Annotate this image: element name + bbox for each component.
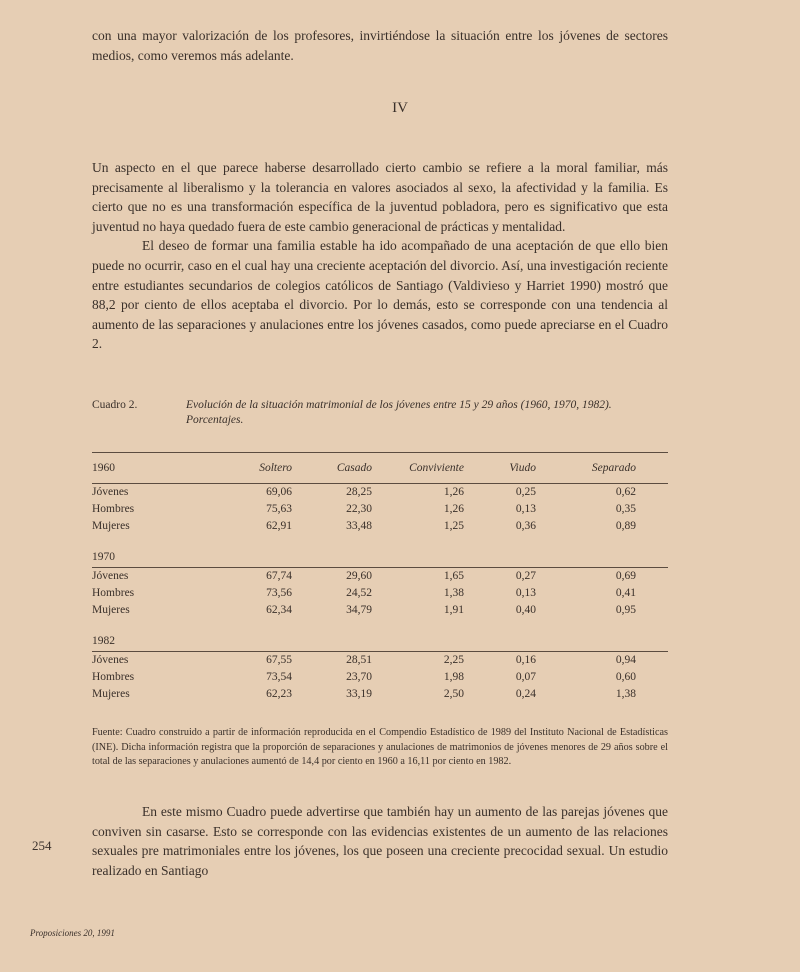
table-row	[92, 602, 668, 619]
row-label: Hombres	[92, 503, 135, 515]
table-cell: 0,13	[515, 503, 536, 515]
table-cell: 34,79	[346, 604, 372, 616]
table-group-1960	[92, 484, 668, 535]
table-cell: 28,51	[346, 654, 372, 666]
table-header-cell: Conviviente	[409, 462, 464, 474]
table-cell: 75,63	[266, 503, 292, 515]
table-cell: 1,38	[615, 688, 636, 700]
table-cell: 0,25	[515, 486, 536, 498]
table-cell: 23,70	[346, 671, 372, 683]
table-cell: 62,34	[266, 604, 292, 616]
table-cell: 2,50	[443, 688, 464, 700]
table-cell: 1,38	[443, 587, 464, 599]
table-row	[92, 652, 668, 669]
row-label: Mujeres	[92, 688, 130, 700]
table-cell: 62,91	[266, 520, 292, 532]
table-cell: 73,54	[266, 671, 292, 683]
row-label: Jóvenes	[92, 486, 129, 498]
row-label: Mujeres	[92, 604, 130, 616]
table-cell: 1,26	[443, 486, 464, 498]
table-cell: 0,62	[615, 486, 636, 498]
table-cell: 0,94	[615, 654, 636, 666]
table-header-cell: Casado	[336, 462, 372, 474]
table-cell: 0,95	[615, 604, 636, 616]
table-caption-title: Evolución de la situación matrimonial de los jóvenes entre 15 y 29 años (1960, 1970, 1982). Porcentajes.	[186, 399, 612, 426]
table-cell: 1,91	[443, 604, 464, 616]
table-cell: 0,36	[515, 520, 536, 532]
table-row	[92, 669, 668, 686]
row-label: Mujeres	[92, 520, 130, 532]
row-label: Jóvenes	[92, 570, 129, 582]
paragraph-continuation	[92, 26, 668, 65]
table-row	[92, 585, 668, 602]
table-row	[92, 568, 668, 585]
table-cell: 1,98	[443, 671, 464, 683]
table-header-cell: Separado	[591, 462, 636, 474]
row-label: Hombres	[92, 587, 135, 599]
table-cell: 0,07	[515, 671, 536, 683]
table-year-label: 1970	[92, 551, 115, 563]
table-cell: 0,24	[515, 688, 536, 700]
section-body	[92, 158, 668, 354]
table-row	[92, 518, 668, 535]
table-cell: 67,74	[266, 570, 292, 582]
table-group-1970	[92, 547, 668, 619]
table-group-1982	[92, 631, 668, 703]
table-cell: 33,19	[346, 688, 372, 700]
table-cell: 0,89	[615, 520, 636, 532]
table-cell: 0,40	[515, 604, 536, 616]
table-header-cell: Viudo	[509, 462, 536, 474]
table-row	[92, 484, 668, 501]
table-cell: 0,13	[515, 587, 536, 599]
row-label: Jóvenes	[92, 654, 129, 666]
table-caption-label: Cuadro 2.	[92, 399, 138, 411]
table-cell: 1,26	[443, 503, 464, 515]
table-cell: 1,25	[443, 520, 464, 532]
table-cell: 0,35	[615, 503, 636, 515]
marital-status-table	[92, 452, 668, 703]
table-cell: 29,60	[346, 570, 372, 582]
journal-footer: Proposiciones 20, 1991	[30, 928, 115, 938]
table-cell: 22,30	[346, 503, 372, 515]
table-header-row	[92, 453, 668, 483]
paragraph-text: con una mayor valorización de los profesores, invirtiéndose la situación entre los jóvenes de sectores medios, como veremos más adelante.	[92, 28, 668, 63]
table-year-label: 1982	[92, 635, 115, 647]
table-cell: 24,52	[346, 587, 372, 599]
paragraph-cohabitation: En este mismo Cuadro puede advertirse que también hay un aumento de las parejas jóvenes que conviven sin casarse. Esto se corresponde con las evidencias existentes de un aumento de las relaciones sexuales pre matrimoniales entre los jóvenes, los que poseen una creciente precocidad sexual. Un estudio realizado en Santiago	[92, 804, 668, 878]
table-source-note: Fuente: Cuadro construido a partir de información reproducida en el Compendio Estadístico de 1989 del Instituto Nacional de Estadísticas (INE). Dicha información registra que la proporción de separaciones y anulaciones de matrimonios de jóvenes menores de 29 años sobre el total de las separaciones y anulaciones aumentó de 14,4 por ciento en 1960 a 16,11 por ciento en 1982.	[92, 727, 668, 767]
table-header-year: 1960	[92, 462, 115, 474]
paragraph-divorce: El deseo de formar una familia estable ha ido acompañado de una aceptación de que ello bien puede no ocurrir, caso en el cual hay una creciente aceptación del divorcio. Así, una investigación reciente entre estudiantes secundarios de colegios católicos de Santiago (Valdivieso y Harriet 1990) mostró que 88,2 por ciento de ellos aceptaba el divorcio. Por lo demás, esto se corresponde con una tendencia al aumento de las separaciones y anulaciones entre los jóvenes casados, como puede apreciarse en el Cuadro 2.	[92, 238, 668, 352]
table-caption	[92, 398, 668, 428]
table-cell: 67,55	[266, 654, 292, 666]
table-cell: 0,69	[615, 570, 636, 582]
section-heading: IV	[392, 100, 408, 116]
table-cell: 0,27	[515, 570, 536, 582]
table-cell: 0,16	[515, 654, 536, 666]
table-cell: 1,65	[443, 570, 464, 582]
table-cell: 0,41	[615, 587, 636, 599]
table-row	[92, 686, 668, 703]
table-cell: 33,48	[346, 520, 372, 532]
page-number: 254	[32, 838, 52, 853]
table-header-cell: Soltero	[259, 462, 292, 474]
table-cell: 2,25	[443, 654, 464, 666]
paragraph-family-morals: Un aspecto en el que parece haberse desarrollado cierto cambio se refiere a la moral familiar, más precisamente al liberalismo y la tolerancia en valores asociados al sexo, la afectividad y la familia. Es cierto que no es una transformación específica de la juventud pobladora, pero es significativo que esta juventud no haya quedado fuera de este cambio generacional de prácticas y mentalidad.	[92, 160, 668, 234]
table-cell: 28,25	[346, 486, 372, 498]
table-cell: 73,56	[266, 587, 292, 599]
table-cell: 62,23	[266, 688, 292, 700]
table-row	[92, 501, 668, 518]
table-cell: 0,60	[615, 671, 636, 683]
row-label: Hombres	[92, 671, 135, 683]
table-cell: 69,06	[266, 486, 292, 498]
